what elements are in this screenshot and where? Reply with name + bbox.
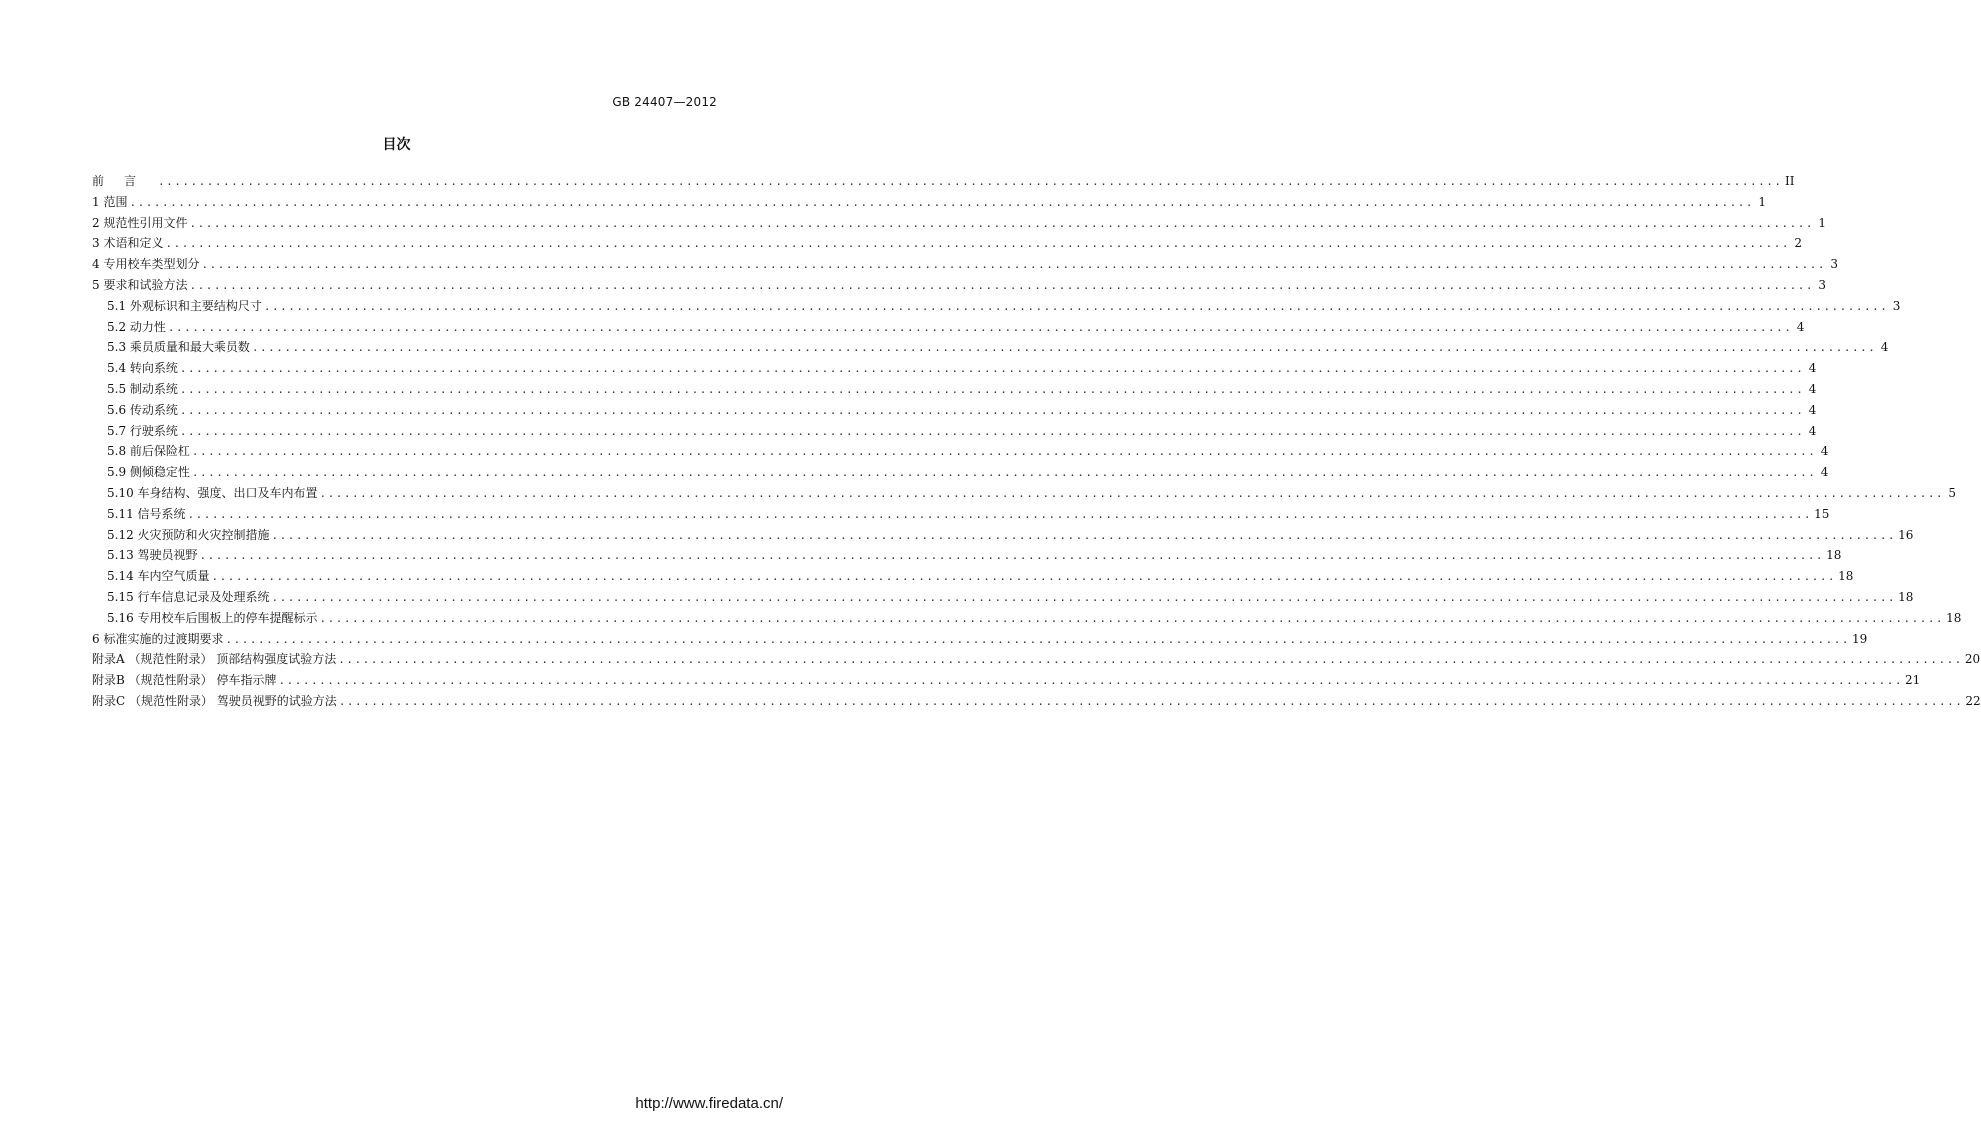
toc-subentry[interactable] bbox=[92, 504, 1830, 525]
toc-leader-dots: ........................................................................................................................................................................................................ bbox=[199, 549, 1825, 563]
toc-entry-appendix[interactable] bbox=[92, 670, 1921, 691]
toc-entry-page: 18 bbox=[1946, 610, 1962, 625]
toc-leader-dots: ........................................................................................................................................................................................................ bbox=[191, 445, 1817, 459]
toc-leader-dots: ........................................................................................................................................................................................................ bbox=[179, 424, 1805, 438]
toc-leader-dots: ........................................................................................................................................................................................................ bbox=[251, 341, 1877, 355]
toc-entry-label: 附录A （规范性附录） 顶部结构强度试验方法 bbox=[92, 652, 337, 667]
toc-entry-label: 5.9 侧倾稳定性 bbox=[107, 465, 190, 480]
toc-subentry[interactable] bbox=[92, 545, 1842, 566]
toc-entry-page: 4 bbox=[1820, 465, 1829, 480]
toc-entry[interactable] bbox=[92, 275, 1826, 296]
toc-entry-label: 2 规范性引用文件 bbox=[92, 215, 188, 230]
toc-entry-foreword[interactable] bbox=[92, 171, 1795, 192]
toc-entry-label: 5.13 驾驶员视野 bbox=[107, 548, 198, 563]
toc-subentry[interactable] bbox=[92, 379, 1817, 400]
toc-leader-dots: ........................................................................................................................................................................................................ bbox=[179, 382, 1805, 396]
toc-entry-label: 3 术语和定义 bbox=[92, 236, 164, 251]
toc-leader-dots: ........................................................................................................................................................................................................ bbox=[338, 653, 1963, 667]
toc-subentry[interactable] bbox=[92, 317, 1805, 338]
toc-entry-appendix[interactable] bbox=[92, 649, 1981, 670]
toc-entry-page: 4 bbox=[1808, 361, 1817, 376]
toc-subentry[interactable] bbox=[92, 608, 1962, 629]
toc-leader-dots: ........................................................................................................................................................................................................ bbox=[179, 362, 1805, 376]
toc-entry-label: 5.11 信号系统 bbox=[107, 506, 186, 521]
toc-entry-page: 18 bbox=[1838, 569, 1854, 584]
toc-entry-label: 5.5 制动系统 bbox=[107, 381, 178, 396]
toc-entry-page: 22 bbox=[1965, 693, 1981, 708]
toc-leader-dots: ........................................................................................................................................................................................................ bbox=[263, 299, 1889, 313]
toc-entry-label: 5.12 火灾预防和火灾控制措施 bbox=[107, 527, 270, 542]
toc-entry-page: 21 bbox=[1904, 673, 1921, 688]
toc-leader-dots: ........................................................................................................................................................................................................ bbox=[271, 528, 1897, 542]
toc-entry-page: 4 bbox=[1808, 381, 1817, 396]
toc-leader-dots: ........................................................................................................................................................................................................ bbox=[319, 486, 1945, 500]
toc-entry-page: 4 bbox=[1808, 423, 1817, 438]
toc-entry-label: 1 范围 bbox=[92, 194, 128, 209]
toc-entry-label: 5.1 外观标识和主要结构尺寸 bbox=[107, 298, 262, 313]
toc-entry-page: 4 bbox=[1808, 402, 1817, 417]
toc-entry-label: 4 专用校车类型划分 bbox=[92, 257, 200, 272]
toc-leader-dots: ........................................................................................................................................................................................................ bbox=[319, 611, 1945, 625]
toc-entry-label: 5.4 转向系统 bbox=[107, 361, 178, 376]
toc-subentry[interactable] bbox=[92, 358, 1817, 379]
toc-entry-page: 19 bbox=[1851, 631, 1868, 646]
toc-entry-label: 5.10 车身结构、强度、出口及车内布置 bbox=[107, 485, 318, 500]
toc-subentry[interactable] bbox=[92, 421, 1817, 442]
toc-subentry[interactable] bbox=[92, 483, 1957, 504]
toc-entry-page: 4 bbox=[1796, 319, 1805, 334]
toc-entry-page: 4 bbox=[1880, 340, 1889, 355]
toc-leader-dots: ........................................................................................................................................................................................................ bbox=[278, 674, 1903, 688]
toc-entry-label: 5.8 前后保险杠 bbox=[107, 444, 190, 459]
toc-subentry[interactable] bbox=[92, 337, 1889, 358]
toc-entry-page: 16 bbox=[1898, 527, 1914, 542]
toc-entry-label: 5.15 行车信息记录及处理系统 bbox=[107, 589, 270, 604]
toc-subentry[interactable] bbox=[92, 587, 1914, 608]
toc-entry-page: 4 bbox=[1820, 444, 1829, 459]
toc-leader-dots: ........................................................................................................................................................................................................ bbox=[167, 320, 1793, 334]
toc-entry[interactable] bbox=[92, 254, 1838, 275]
toc-entry-page: 3 bbox=[1818, 277, 1826, 292]
toc-entry-label: 5.6 传动系统 bbox=[107, 402, 178, 417]
toc-leader-dots: ........................................................................................................................................................................................................ bbox=[158, 175, 1783, 188]
toc-leader-dots: ........................................................................................................................................................................................................ bbox=[189, 216, 1814, 230]
toc-entry-page: 20 bbox=[1964, 652, 1981, 667]
toc-entry-page: 3 bbox=[1892, 298, 1901, 313]
toc-entry-appendix[interactable] bbox=[92, 691, 1981, 712]
toc-leader-dots: ........................................................................................................................................................................................................ bbox=[225, 632, 1850, 646]
toc-entry[interactable] bbox=[92, 233, 1802, 254]
toc-title: 目次 bbox=[382, 137, 411, 153]
toc-entry-label: 附录B （规范性附录） 停车指示牌 bbox=[92, 673, 277, 688]
toc-leader-dots: ........................................................................................................................................................................................................ bbox=[201, 258, 1826, 272]
toc-entry-page: 18 bbox=[1898, 589, 1914, 604]
toc-entry-page: 1 bbox=[1758, 194, 1766, 209]
document-code: GB 24407—2012 bbox=[612, 95, 717, 109]
toc-entry-label: 6 标准实施的过渡期要求 bbox=[92, 631, 224, 646]
toc-leader-dots: ........................................................................................................................................................................................................ bbox=[271, 590, 1897, 604]
toc-subentry[interactable] bbox=[92, 400, 1817, 421]
toc-leader-dots: ........................................................................................................................................................................................................ bbox=[165, 237, 1790, 251]
toc-entry-label: 5.16 专用校车后围板上的停车提醒标示 bbox=[107, 610, 318, 625]
toc-entry-page: 2 bbox=[1794, 236, 1802, 251]
toc-subentry[interactable] bbox=[92, 441, 1829, 462]
toc-leader-dots: ........................................................................................................................................................................................................ bbox=[211, 570, 1837, 584]
toc-leader-dots: ........................................................................................................................................................................................................ bbox=[191, 466, 1817, 480]
toc-entry-label: 前言 bbox=[92, 174, 157, 188]
toc-leader-dots: ........................................................................................................................................................................................................ bbox=[179, 403, 1805, 417]
toc-entry-page: 5 bbox=[1948, 485, 1957, 500]
toc-entry-label: 5.14 车内空气质量 bbox=[107, 569, 210, 584]
toc-entry-page: 18 bbox=[1826, 548, 1842, 563]
toc-subentry[interactable] bbox=[92, 462, 1829, 483]
toc-entry[interactable] bbox=[92, 629, 1868, 650]
toc-leader-dots: ........................................................................................................................................................................................................ bbox=[338, 694, 1964, 708]
toc-entry-page: 1 bbox=[1818, 215, 1826, 230]
footer-url: http://www.firedata.cn/ bbox=[635, 1095, 783, 1112]
toc-leader-dots: ........................................................................................................................................................................................................ bbox=[187, 507, 1813, 521]
toc-subentry[interactable] bbox=[92, 296, 1901, 317]
toc-entry-label: 5 要求和试验方法 bbox=[92, 277, 188, 292]
toc-leader-dots: ........................................................................................................................................................................................................ bbox=[129, 195, 1754, 209]
toc-entry-label: 5.2 动力性 bbox=[107, 319, 166, 334]
toc-entry-label: 5.7 行驶系统 bbox=[107, 423, 178, 438]
toc-entry-page: 3 bbox=[1830, 257, 1838, 272]
toc-entry-page: II bbox=[1785, 174, 1795, 188]
toc-entry[interactable] bbox=[92, 213, 1826, 234]
toc-entry-page: 15 bbox=[1814, 506, 1830, 521]
toc-entry-label: 附录C （规范性附录） 驾驶员视野的试验方法 bbox=[92, 693, 337, 708]
toc-subentry[interactable] bbox=[92, 525, 1914, 546]
toc-entry-label: 5.3 乘员质量和最大乘员数 bbox=[107, 340, 250, 355]
toc-leader-dots: ........................................................................................................................................................................................................ bbox=[189, 278, 1814, 292]
toc-entry[interactable] bbox=[92, 192, 1766, 213]
toc-subentry[interactable] bbox=[92, 566, 1854, 587]
table-of-contents bbox=[92, 171, 1981, 712]
